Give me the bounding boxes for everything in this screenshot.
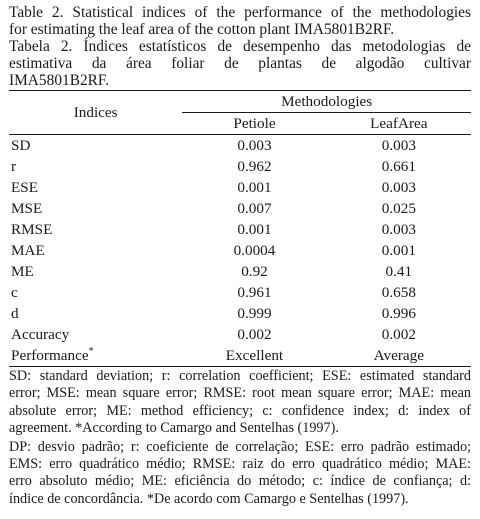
index-cell: SD <box>11 137 31 154</box>
petiole-value-cell: 0.962 <box>237 158 272 175</box>
petiole-value-cell: 0.001 <box>237 179 272 196</box>
leafarea-value-cell: 0.003 <box>381 137 416 154</box>
footnote-line: erro absoluto médio; ME: eficiência do método; c: índice de confiança; d: <box>9 473 471 490</box>
caption-pt-line: Tabela 2. Índices estatísticos de desempenho das metodologias de <box>9 38 471 55</box>
index-cell: MSE <box>11 200 43 217</box>
document-page <box>9 4 471 508</box>
footnote-line: SD: standard deviation; r: correlation coefficient; ESE: estimated standard <box>9 368 471 384</box>
index-cell: r <box>11 158 17 175</box>
leafarea-value-cell: 0.003 <box>381 221 416 238</box>
performance-label-text: Performance <box>11 347 89 364</box>
leafarea-value-cell: 0.41 <box>385 263 413 280</box>
index-cell: ME <box>11 263 34 280</box>
table-row <box>9 198 471 219</box>
leafarea-value-cell: 0.002 <box>381 326 416 343</box>
leafarea-value-cell: 0.661 <box>381 158 416 175</box>
caption-en-line: Table 2. Statistical indices of the performance of the methodologies <box>9 4 471 21</box>
table-row <box>9 219 471 240</box>
footnote-line: EMS: erro quadrático médio; RMSE: raiz do erro quadrático médio; MAE: <box>9 456 471 473</box>
table-row <box>9 324 471 345</box>
index-cell: ESE <box>11 179 39 196</box>
caption-en-line: for estimating the leaf area of the cotton plant IMA5801B2RF. <box>9 21 395 38</box>
table-row <box>9 261 471 282</box>
footnote-line: índice de concordância. *De acordo com Camargo e Sentelhas (1997). <box>9 490 409 507</box>
indices-header: Indices <box>73 104 118 121</box>
performance-petiole: Excellent <box>225 347 284 364</box>
leafarea-value-cell: 0.996 <box>381 305 416 322</box>
table-caption <box>9 4 471 89</box>
leafarea-value-cell: 0.025 <box>381 200 416 217</box>
footnote-portuguese <box>9 439 471 509</box>
petiole-value-cell: 0.92 <box>241 263 268 280</box>
table-row <box>9 156 471 177</box>
index-cell: c <box>11 284 18 301</box>
footnote-marker: * <box>88 345 94 357</box>
petiole-value-cell: 0.999 <box>237 305 272 322</box>
footnote-line: DP: desvio padrão; r: coeficiente de correlação; ESE: erro padrão estimado; <box>9 438 471 455</box>
footnote-line: agreement. *According to Camargo and Sentelhas (1997). <box>9 420 339 437</box>
petiole-value-cell: 0.0004 <box>233 242 276 259</box>
table-body <box>9 135 471 367</box>
footnote-line: absolute error; ME: method efficiency; c: confidence index; d: index of <box>9 402 471 419</box>
table-row <box>9 135 471 157</box>
footnote-english <box>9 368 471 438</box>
leafarea-value-cell: 0.658 <box>381 284 416 301</box>
footnote-line: error; MSE: mean square error; RMSE: root mean square error; MAE: mean <box>9 385 471 402</box>
petiole-value-cell: 0.961 <box>237 284 272 301</box>
column-header-petiole: Petiole <box>233 115 276 132</box>
performance-row <box>9 345 471 367</box>
column-header-leafarea: LeafArea <box>370 115 428 132</box>
petiole-value-cell: 0.003 <box>237 137 272 154</box>
index-cell: Accuracy <box>11 326 70 343</box>
petiole-value-cell: 0.001 <box>237 221 272 238</box>
leafarea-value-cell: 0.003 <box>381 179 416 196</box>
table-row <box>9 177 471 198</box>
table-row <box>9 240 471 261</box>
index-cell: d <box>11 305 19 322</box>
petiole-value-cell: 0.007 <box>237 200 272 217</box>
performance-leafarea: Average <box>373 347 424 364</box>
leafarea-value-cell: 0.001 <box>381 242 416 259</box>
index-cell: RMSE <box>11 221 53 238</box>
table-row <box>9 282 471 303</box>
performance-label <box>9 345 182 367</box>
statistics-table <box>9 90 471 367</box>
table-row <box>9 303 471 324</box>
index-cell: MAE <box>11 242 45 259</box>
petiole-value-cell: 0.002 <box>237 326 272 343</box>
methodologies-header: Methodologies <box>182 91 471 113</box>
caption-pt-line: IMA5801B2RF. <box>9 72 110 89</box>
caption-pt-line: estimativa da área foliar de plantas de algodão cultivar <box>9 55 471 72</box>
